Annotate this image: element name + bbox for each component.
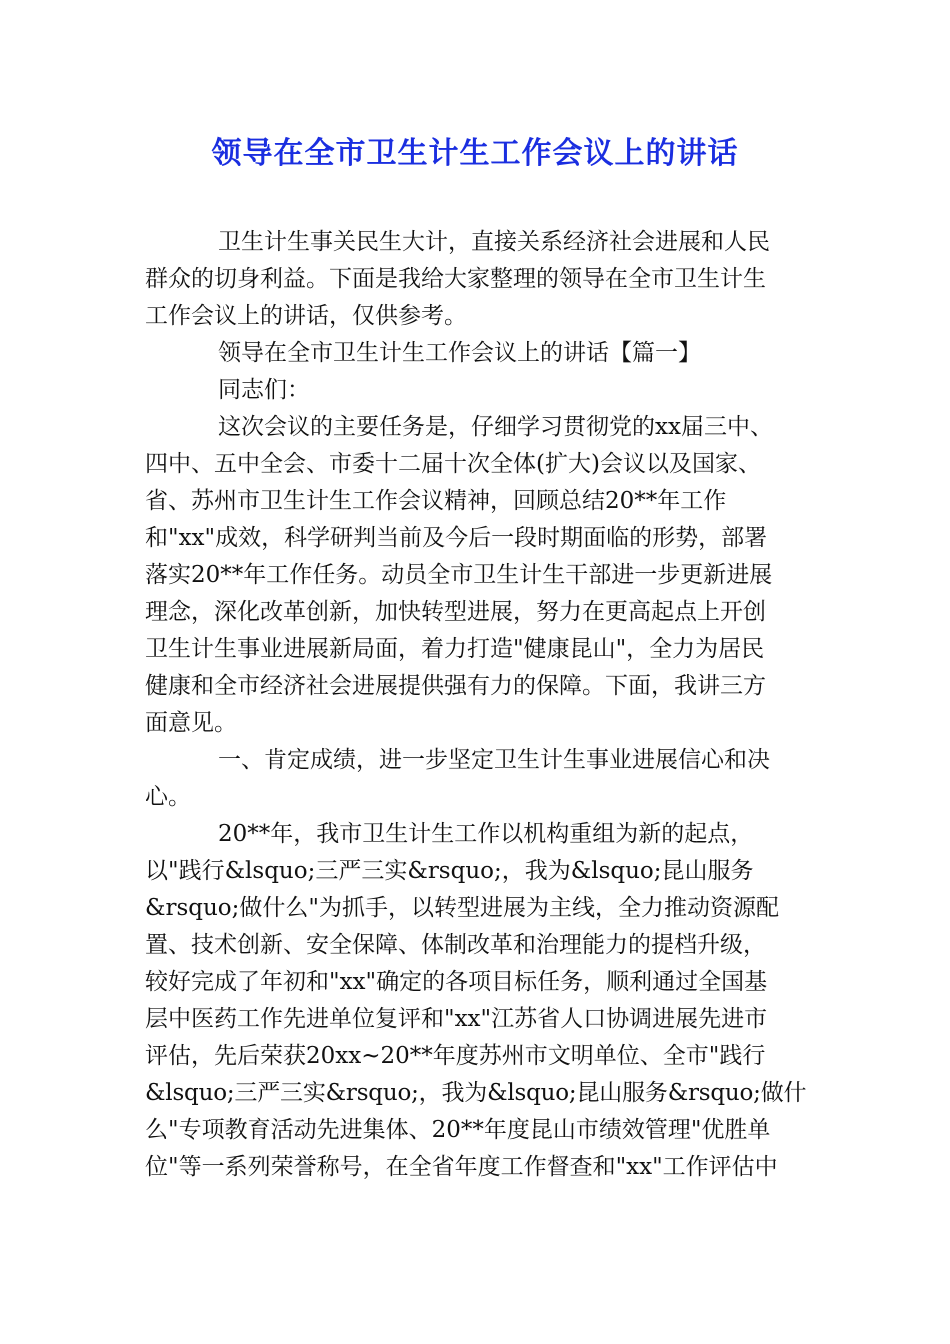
body-line: 这次会议的主要任务是，仔细学习贯彻党的xx届三中、	[218, 414, 773, 440]
body-line: &lsquo;三严三实&rsquo;，我为&lsquo;昆山服务&rsquo;做什	[145, 1080, 807, 1106]
body-line: 理念，深化改革创新，加快转型进展，努力在更高起点上开创	[145, 599, 766, 625]
section-heading: 领导在全市卫生计生工作会议上的讲话【篇一】	[218, 340, 701, 366]
body-line: 健康和全市经济社会进展提供强有力的保障。下面，我讲三方	[145, 673, 766, 699]
body-line: 心。	[145, 784, 191, 810]
body-line: 工作会议上的讲话，仅供参考。	[145, 303, 467, 329]
body-line: 和"xx"成效，科学研判当前及今后一段时期面临的形势，部署	[145, 525, 768, 551]
body-line: 20**年，我市卫生计生工作以机构重组为新的起点，	[218, 821, 754, 847]
body-line: 群众的切身利益。下面是我给大家整理的领导在全市卫生计生	[145, 266, 766, 292]
body-line: 省、苏州市卫生计生工作会议精神，回顾总结20**年工作	[145, 488, 727, 514]
body-line: 较好完成了年初和"xx"确定的各项目标任务，顺利通过全国基	[145, 969, 768, 995]
body-line: 以"践行&lsquo;三严三实&rsquo;，我为&lsquo;昆山服务	[145, 858, 754, 884]
body-line: 卫生计生事关民生大计，直接关系经济社会进展和人民	[218, 229, 770, 255]
body-line: 么"专项教育活动先进集体、20**年度昆山市绩效管理"优胜单	[145, 1117, 771, 1143]
body-line: 面意见。	[145, 710, 237, 736]
body-line: 评估，先后荣获20xx~20**年度苏州市文明单位、全市"践行	[145, 1043, 766, 1069]
body-line: 四中、五中全会、市委十二届十次全体(扩大)会议以及国家、	[145, 451, 761, 477]
salutation: 同志们：	[218, 377, 310, 403]
document-title: 领导在全市卫生计生工作会议上的讲话	[211, 136, 739, 171]
body-line: 置、技术创新、安全保障、体制改革和治理能力的提档升级，	[145, 932, 766, 958]
body-line: 位"等一系列荣誉称号，在全省年度工作督查和"xx"工作评估中	[145, 1154, 778, 1180]
body-line: 层中医药工作先进单位复评和"xx"江苏省人口协调进展先进市	[145, 1006, 768, 1032]
body-line: &rsquo;做什么"为抓手，以转型进展为主线，全力推动资源配	[145, 895, 779, 921]
body-line: 卫生计生事业进展新局面，着力打造"健康昆山"，全力为居民	[145, 636, 765, 662]
body-line: 落实20**年工作任务。动员全市卫生计生干部进一步更新进展	[145, 562, 773, 588]
section-heading: 一、肯定成绩，进一步坚定卫生计生事业进展信心和决	[218, 747, 770, 773]
